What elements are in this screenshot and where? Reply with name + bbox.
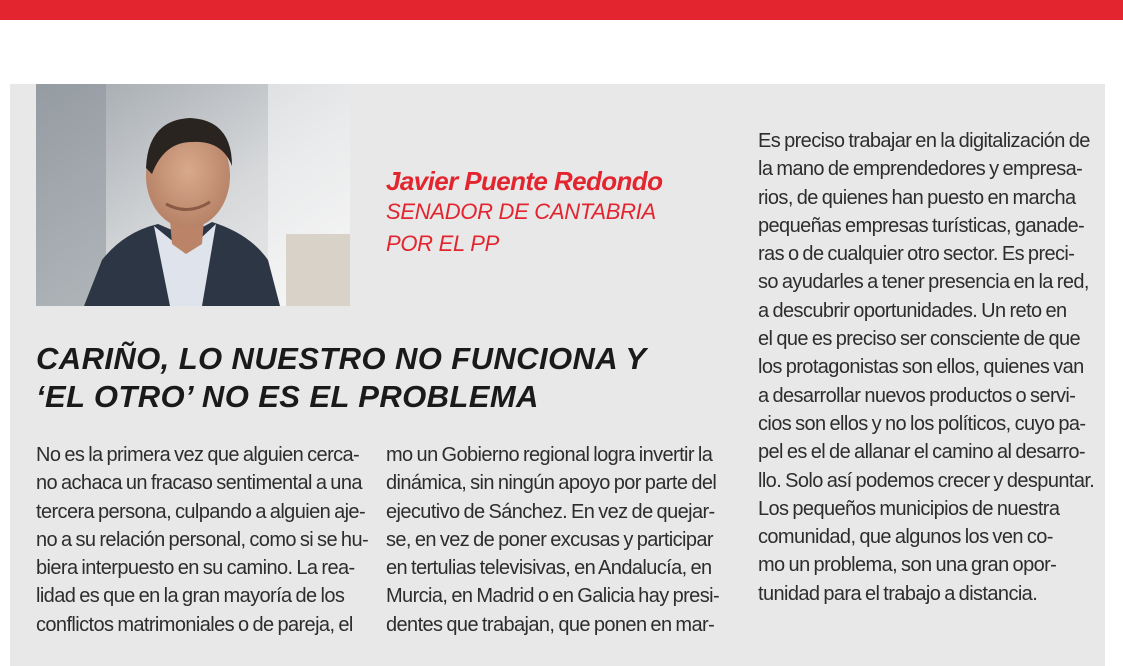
text-line: mo un problema, son una gran opor- bbox=[758, 554, 1057, 577]
text-line: a desarrollar nuevos productos o servi- bbox=[758, 384, 1076, 407]
text-line: biera interpuesto en su camino. La rea- bbox=[36, 557, 355, 580]
text-line: Es preciso trabajar en la digitalización de bbox=[758, 130, 1090, 152]
text-line: pequeñas empresas turísticas, ganade- bbox=[758, 214, 1085, 237]
text-column-1 bbox=[36, 441, 368, 639]
text-line: a descubrir oportunidades. Un reto en bbox=[758, 299, 1067, 322]
text-line: No es la primera vez que alguien cerca- bbox=[36, 444, 360, 466]
headline-line-1: CARIÑO, LO NUESTRO NO FUNCIONA Y bbox=[36, 341, 647, 376]
text-line: so ayudarles a tener presencia en la red, bbox=[758, 271, 1089, 294]
author-role-line-2: POR EL PP bbox=[386, 231, 500, 256]
text-line: se, en vez de poner excusas y participar bbox=[386, 528, 713, 551]
text-line: rios, de quienes han puesto en marcha bbox=[758, 186, 1076, 209]
text-line: comunidad, que algunos los ven co- bbox=[758, 526, 1053, 549]
headline-line-2: ‘EL OTRO’ NO ES EL PROBLEMA bbox=[36, 379, 539, 414]
text-line: ejecutivo de Sánchez. En vez de quejar- bbox=[386, 500, 715, 523]
author-block bbox=[386, 166, 716, 260]
text-line: dinámica, sin ningún apoyo por parte del bbox=[386, 472, 717, 495]
text-line: mo un Gobierno regional logra invertir la bbox=[386, 444, 713, 466]
author-photo bbox=[36, 84, 350, 306]
text-line: Los pequeños municipios de nuestra bbox=[758, 497, 1060, 520]
text-line: la mano de emprendedores y empresa- bbox=[758, 158, 1083, 181]
text-line: dentes que trabajan, que ponen en mar- bbox=[386, 613, 715, 636]
text-column-2 bbox=[386, 441, 719, 639]
article-headline bbox=[36, 340, 716, 416]
text-line: llo. Solo así podemos crecer y despuntar. bbox=[758, 469, 1095, 492]
text-line: cios son ellos y no los políticos, cuyo pa- bbox=[758, 412, 1086, 435]
text-line: Murcia, en Madrid o en Galicia hay presi- bbox=[386, 585, 719, 608]
text-line: conflictos matrimoniales o de pareja, el bbox=[36, 613, 353, 636]
text-line: no achaca un fracaso sentimental a una bbox=[36, 472, 362, 495]
text-line: no a su relación personal, como si se hu- bbox=[36, 528, 369, 551]
text-line: pel es el de allanar el camino al desarro- bbox=[758, 441, 1085, 464]
text-line: tunidad para el trabajo a distancia. bbox=[758, 582, 1038, 605]
text-column-3 bbox=[758, 127, 1094, 608]
author-name: Javier Puente Redondo bbox=[386, 166, 663, 196]
top-red-bar bbox=[0, 0, 1123, 20]
text-line: en tertulias televisivas, en Andalucía, en bbox=[386, 557, 712, 580]
text-line: los protagonistas son ellos, quienes van bbox=[758, 356, 1084, 379]
text-line: ras o de cualquier otro sector. Es preci- bbox=[758, 243, 1075, 266]
author-role-line-1: SENADOR DE CANTABRIA bbox=[386, 199, 656, 224]
text-line: el que es preciso ser consciente de que bbox=[758, 328, 1081, 351]
text-line: tercera persona, culpando a alguien aje- bbox=[36, 500, 366, 523]
text-line: lidad es que en la gran mayoría de los bbox=[36, 585, 345, 608]
